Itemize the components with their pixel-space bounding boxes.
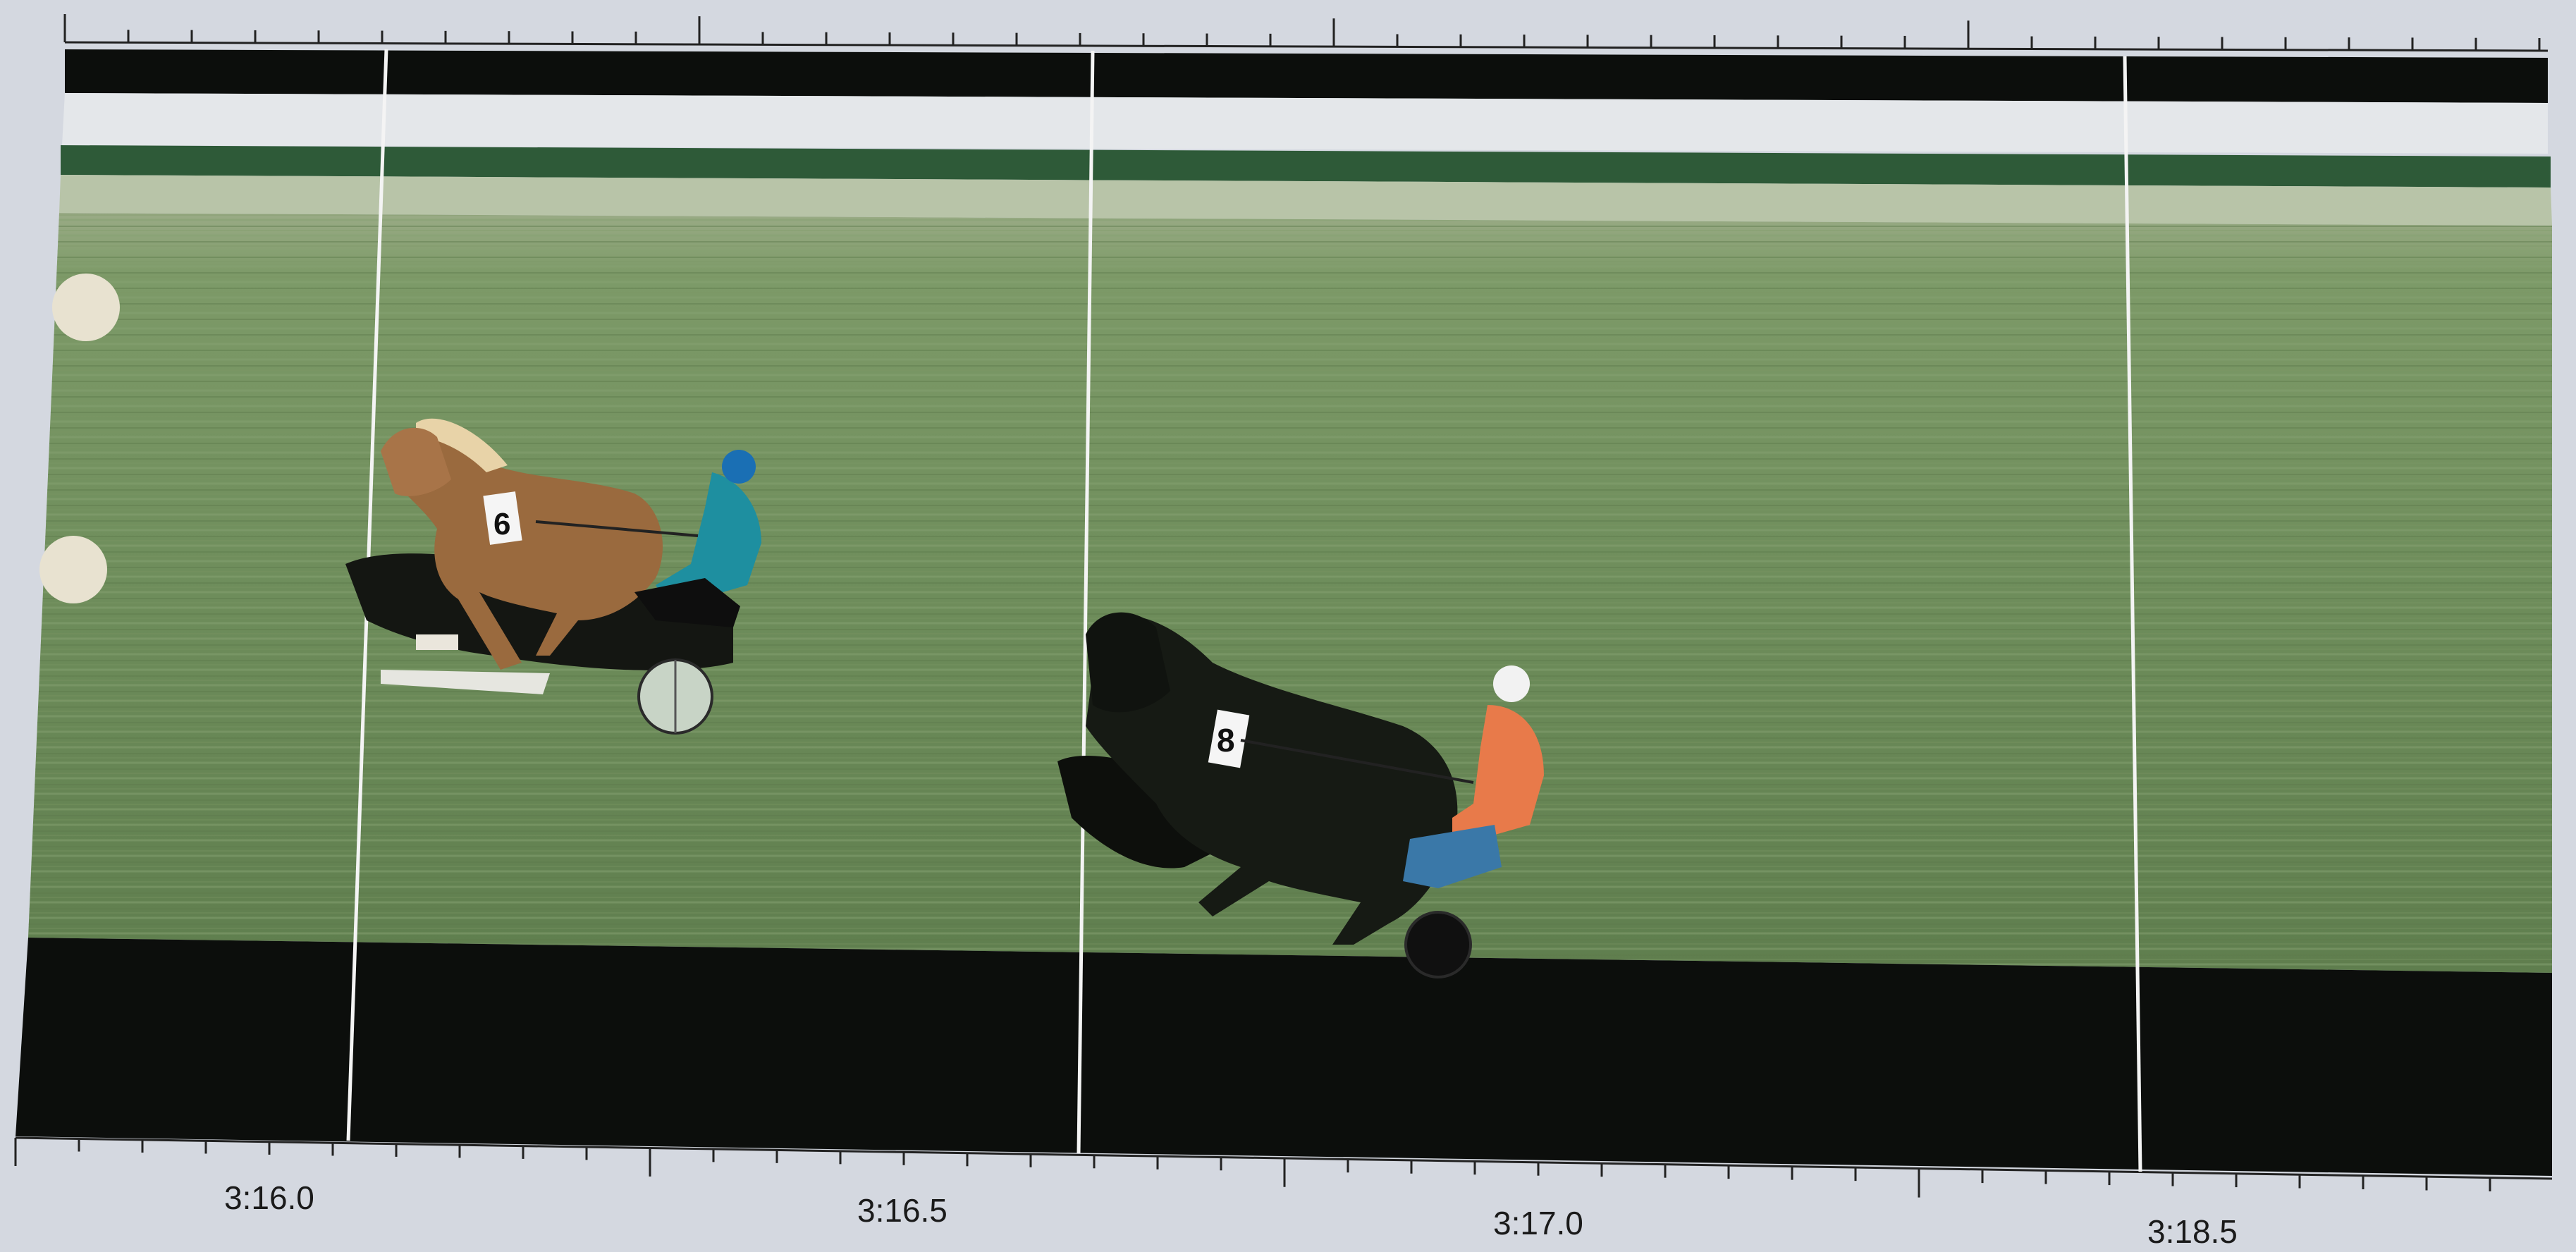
saddle-cloth-8: 8 [1217,722,1235,759]
bottom-dark-band [16,938,2552,1176]
time-label: 3:16.5 [857,1192,947,1229]
time-label: 3:17.0 [1493,1205,1583,1241]
photo-eye-marker [52,274,120,341]
time-label: 3:18.5 [2147,1213,2238,1250]
saddle-cloth-6: 6 [493,507,511,541]
photo-eye-marker [39,536,107,603]
time-label: 3:16.0 [224,1179,314,1216]
